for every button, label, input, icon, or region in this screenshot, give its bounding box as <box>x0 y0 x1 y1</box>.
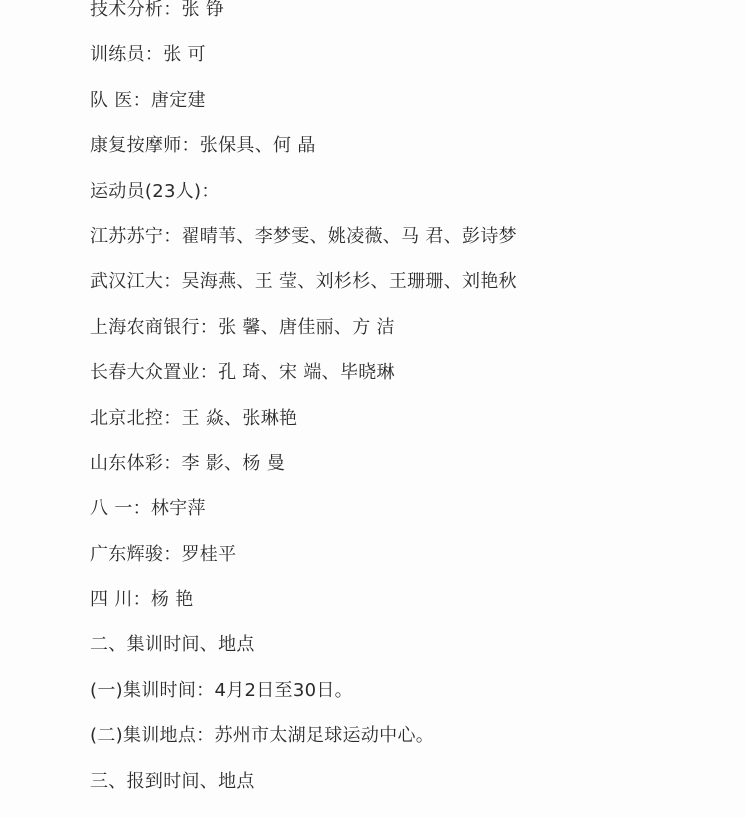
club-line-bayi: 八 一：林宇萍 <box>90 498 206 520</box>
section-heading-training-time-place: 二、集训时间、地点 <box>90 634 255 656</box>
club-line-shanghai: 上海农商银行：张 馨、唐佳丽、方 洁 <box>90 316 395 338</box>
staff-line-technical-analyst: 技术分析：张 铮 <box>90 0 225 20</box>
club-line-wuhan: 武汉江大：吴海燕、王 莹、刘杉杉、王珊珊、刘艳秋 <box>90 271 517 293</box>
training-place: (二)集训地点：苏州市太湖足球运动中心。 <box>90 725 435 747</box>
staff-line-massage-therapist: 康复按摩师：张保具、何 晶 <box>90 135 316 157</box>
club-line-beijing: 北京北控：王 焱、张琳艳 <box>90 407 298 429</box>
club-line-guangdong: 广东辉骏：罗桂平 <box>90 543 237 565</box>
club-line-sichuan: 四 川：杨 艳 <box>90 589 194 611</box>
club-line-changchun: 长春大众置业：孔 琦、宋 端、毕晓琳 <box>90 362 395 384</box>
training-time: (一)集训时间：4月2日至30日。 <box>90 679 353 701</box>
athletes-heading: 运动员(23人)： <box>90 180 220 202</box>
document-text <box>90 0 710 815</box>
club-line-shandong: 山东体彩：李 影、杨 曼 <box>90 452 286 474</box>
staff-line-trainer: 训练员：张 可 <box>90 44 206 66</box>
staff-line-team-doctor: 队 医：唐定建 <box>90 89 206 111</box>
club-line-jiangsu: 江苏苏宁：翟晴苇、李梦雯、姚凌薇、马 君、彭诗梦 <box>90 225 517 247</box>
section-heading-report-time-place: 三、报到时间、地点 <box>90 770 255 792</box>
